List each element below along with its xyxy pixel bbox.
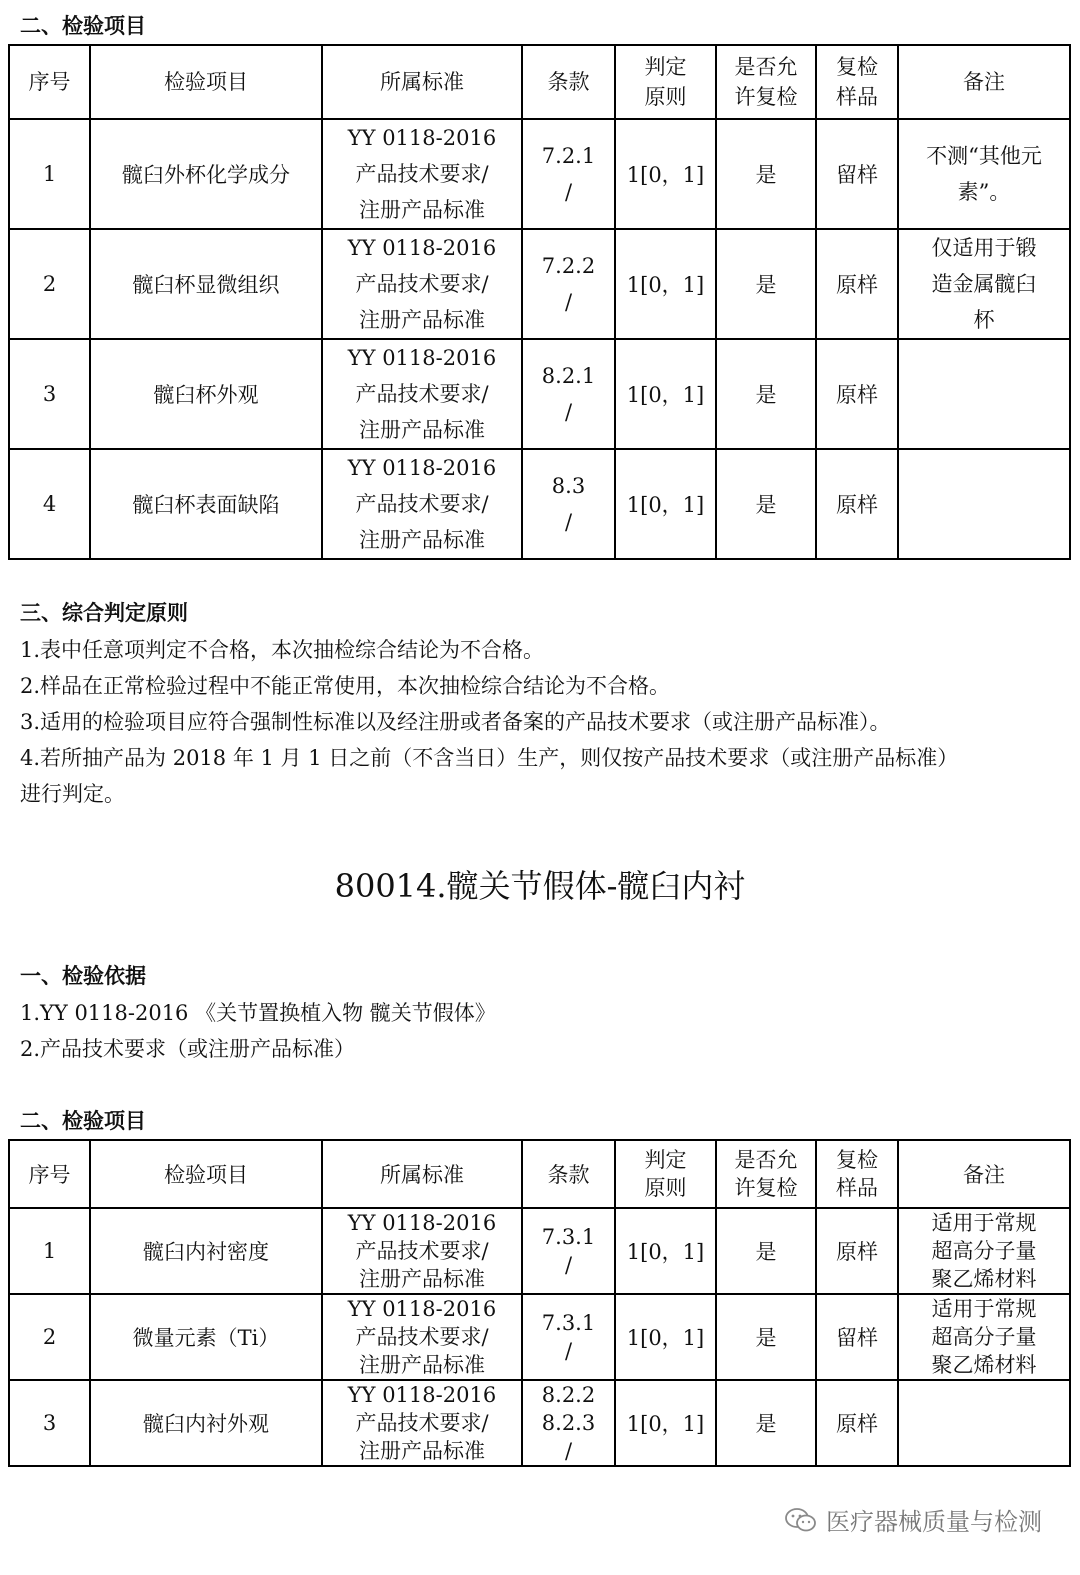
- basis-line-2: 2.产品技术要求（或注册产品标准）: [20, 1037, 356, 1061]
- cell-recheck: 是: [716, 1294, 816, 1380]
- cell-rule: 1[0，1]: [615, 1380, 716, 1466]
- inspection-table-1: [8, 44, 1071, 560]
- basis-line-1: 1.YY 0118-2016 《关节置换植入物 髋关节假体》: [20, 1001, 496, 1025]
- cell-item: 微量元素（Ti）: [90, 1294, 322, 1380]
- principle-line-1: 1.表中任意项判定不合格，本次抽检综合结论为不合格。: [20, 638, 545, 662]
- cell-item: 髋臼内衬外观: [90, 1380, 322, 1466]
- cell-sample: 原样: [816, 1380, 898, 1466]
- cell-rule: 1[0，1]: [615, 229, 716, 339]
- cell-item: 髋臼内衬密度: [90, 1208, 322, 1294]
- header-item: 检验项目: [90, 1140, 322, 1208]
- principles-paragraph: [20, 632, 1060, 812]
- cell-clause: 7.3.1 /: [522, 1294, 615, 1380]
- cell-standard: YY 0118-2016 产品技术要求/ 注册产品标准: [322, 1208, 522, 1294]
- cell-recheck: 是: [716, 229, 816, 339]
- cell-item: 髋臼杯显微组织: [90, 229, 322, 339]
- header-note: 备注: [898, 1140, 1070, 1208]
- cell-sample: 原样: [816, 1208, 898, 1294]
- cell-standard: YY 0118-2016 产品技术要求/ 注册产品标准: [322, 339, 522, 449]
- cell-clause: 7.2.2 /: [522, 229, 615, 339]
- header-standard: 所属标准: [322, 45, 522, 119]
- cell-sample: 原样: [816, 449, 898, 559]
- cell-sample: 留样: [816, 1294, 898, 1380]
- cell-note: [898, 339, 1070, 449]
- cell-sample: 留样: [816, 119, 898, 229]
- table-row: [9, 1294, 1070, 1380]
- principle-line-2: 2.样品在正常检验过程中不能正常使用，本次抽检综合结论为不合格。: [20, 674, 671, 698]
- header-item: 检验项目: [90, 45, 322, 119]
- header-sample: 复检 样品: [816, 1140, 898, 1208]
- cell-note: 仅适用于锻 造金属髋臼 杯: [898, 229, 1070, 339]
- cell-seq: 2: [9, 1294, 90, 1380]
- product-title: 80014.髋关节假体-髋臼内衬: [334, 867, 746, 905]
- cell-rule: 1[0，1]: [615, 449, 716, 559]
- cell-seq: 2: [9, 229, 90, 339]
- cell-note: 不测“其他元 素”。: [898, 119, 1070, 229]
- cell-item: 髋臼杯外观: [90, 339, 322, 449]
- cell-recheck: 是: [716, 119, 816, 229]
- cell-recheck: 是: [716, 449, 816, 559]
- cell-seq: 4: [9, 449, 90, 559]
- principle-line-4: 4.若所抽产品为 2018 年 1 月 1 日之前（不含当日）生产，则仅按产品技术要求（或注册产品标准）: [20, 746, 959, 770]
- inspection-table-2: [8, 1139, 1071, 1467]
- cell-rule: 1[0，1]: [615, 1294, 716, 1380]
- cell-standard: YY 0118-2016 产品技术要求/ 注册产品标准: [322, 229, 522, 339]
- cell-seq: 1: [9, 119, 90, 229]
- cell-rule: 1[0，1]: [615, 339, 716, 449]
- cell-note: 适用于常规 超高分子量 聚乙烯材料: [898, 1294, 1070, 1380]
- cell-rule: 1[0，1]: [615, 119, 716, 229]
- table-row: [9, 229, 1070, 339]
- header-seq: 序号: [9, 45, 90, 119]
- cell-note: 适用于常规 超高分子量 聚乙烯材料: [898, 1208, 1070, 1294]
- header-seq: 序号: [9, 1140, 90, 1208]
- cell-clause: 8.2.1 /: [522, 339, 615, 449]
- section-heading-inspection-items: 二、检验项目: [20, 14, 146, 38]
- table-row: [9, 449, 1070, 559]
- cell-sample: 原样: [816, 339, 898, 449]
- cell-seq: 1: [9, 1208, 90, 1294]
- table-row: [9, 1208, 1070, 1294]
- header-sample: 复检 样品: [816, 45, 898, 119]
- cell-clause: 7.2.1 /: [522, 119, 615, 229]
- section-heading-principles: 三、综合判定原则: [20, 601, 188, 625]
- section-heading-inspection-items-2: 二、检验项目: [20, 1109, 146, 1133]
- section-heading-basis: 一、检验依据: [20, 964, 146, 988]
- table-row: [9, 1380, 1070, 1466]
- cell-recheck: 是: [716, 339, 816, 449]
- wechat-icon: [784, 1507, 818, 1533]
- table-header-row: [9, 1140, 1070, 1208]
- header-recheck: 是否允 许复检: [716, 45, 816, 119]
- header-note: 备注: [898, 45, 1070, 119]
- cell-standard: YY 0118-2016 产品技术要求/ 注册产品标准: [322, 1380, 522, 1466]
- header-clause: 条款: [522, 1140, 615, 1208]
- table-row: [9, 119, 1070, 229]
- principle-line-5: 进行判定。: [20, 782, 125, 806]
- cell-sample: 原样: [816, 229, 898, 339]
- watermark-text: 医疗器械质量与检测: [826, 1508, 1042, 1536]
- header-recheck: 是否允 许复检: [716, 1140, 816, 1208]
- cell-item: 髋臼杯表面缺陷: [90, 449, 322, 559]
- cell-seq: 3: [9, 339, 90, 449]
- table-header-row: [9, 45, 1070, 119]
- cell-note: [898, 1380, 1070, 1466]
- header-standard: 所属标准: [322, 1140, 522, 1208]
- cell-note: [898, 449, 1070, 559]
- cell-recheck: 是: [716, 1380, 816, 1466]
- cell-standard: YY 0118-2016 产品技术要求/ 注册产品标准: [322, 1294, 522, 1380]
- header-clause: 条款: [522, 45, 615, 119]
- cell-clause: 8.2.2 8.2.3 /: [522, 1380, 615, 1466]
- header-rule: 判定 原则: [615, 45, 716, 119]
- header-rule: 判定 原则: [615, 1140, 716, 1208]
- cell-item: 髋臼外杯化学成分: [90, 119, 322, 229]
- basis-paragraph: [20, 995, 1060, 1067]
- cell-recheck: 是: [716, 1208, 816, 1294]
- cell-seq: 3: [9, 1380, 90, 1466]
- principle-line-3: 3.适用的检验项目应符合强制性标准以及经注册或者备案的产品技术要求（或注册产品标准）。: [20, 710, 891, 734]
- cell-standard: YY 0118-2016 产品技术要求/ 注册产品标准: [322, 449, 522, 559]
- cell-rule: 1[0，1]: [615, 1208, 716, 1294]
- cell-clause: 7.3.1 /: [522, 1208, 615, 1294]
- cell-clause: 8.3 /: [522, 449, 615, 559]
- cell-standard: YY 0118-2016 产品技术要求/ 注册产品标准: [322, 119, 522, 229]
- table-row: [9, 339, 1070, 449]
- watermark: [784, 1502, 1042, 1537]
